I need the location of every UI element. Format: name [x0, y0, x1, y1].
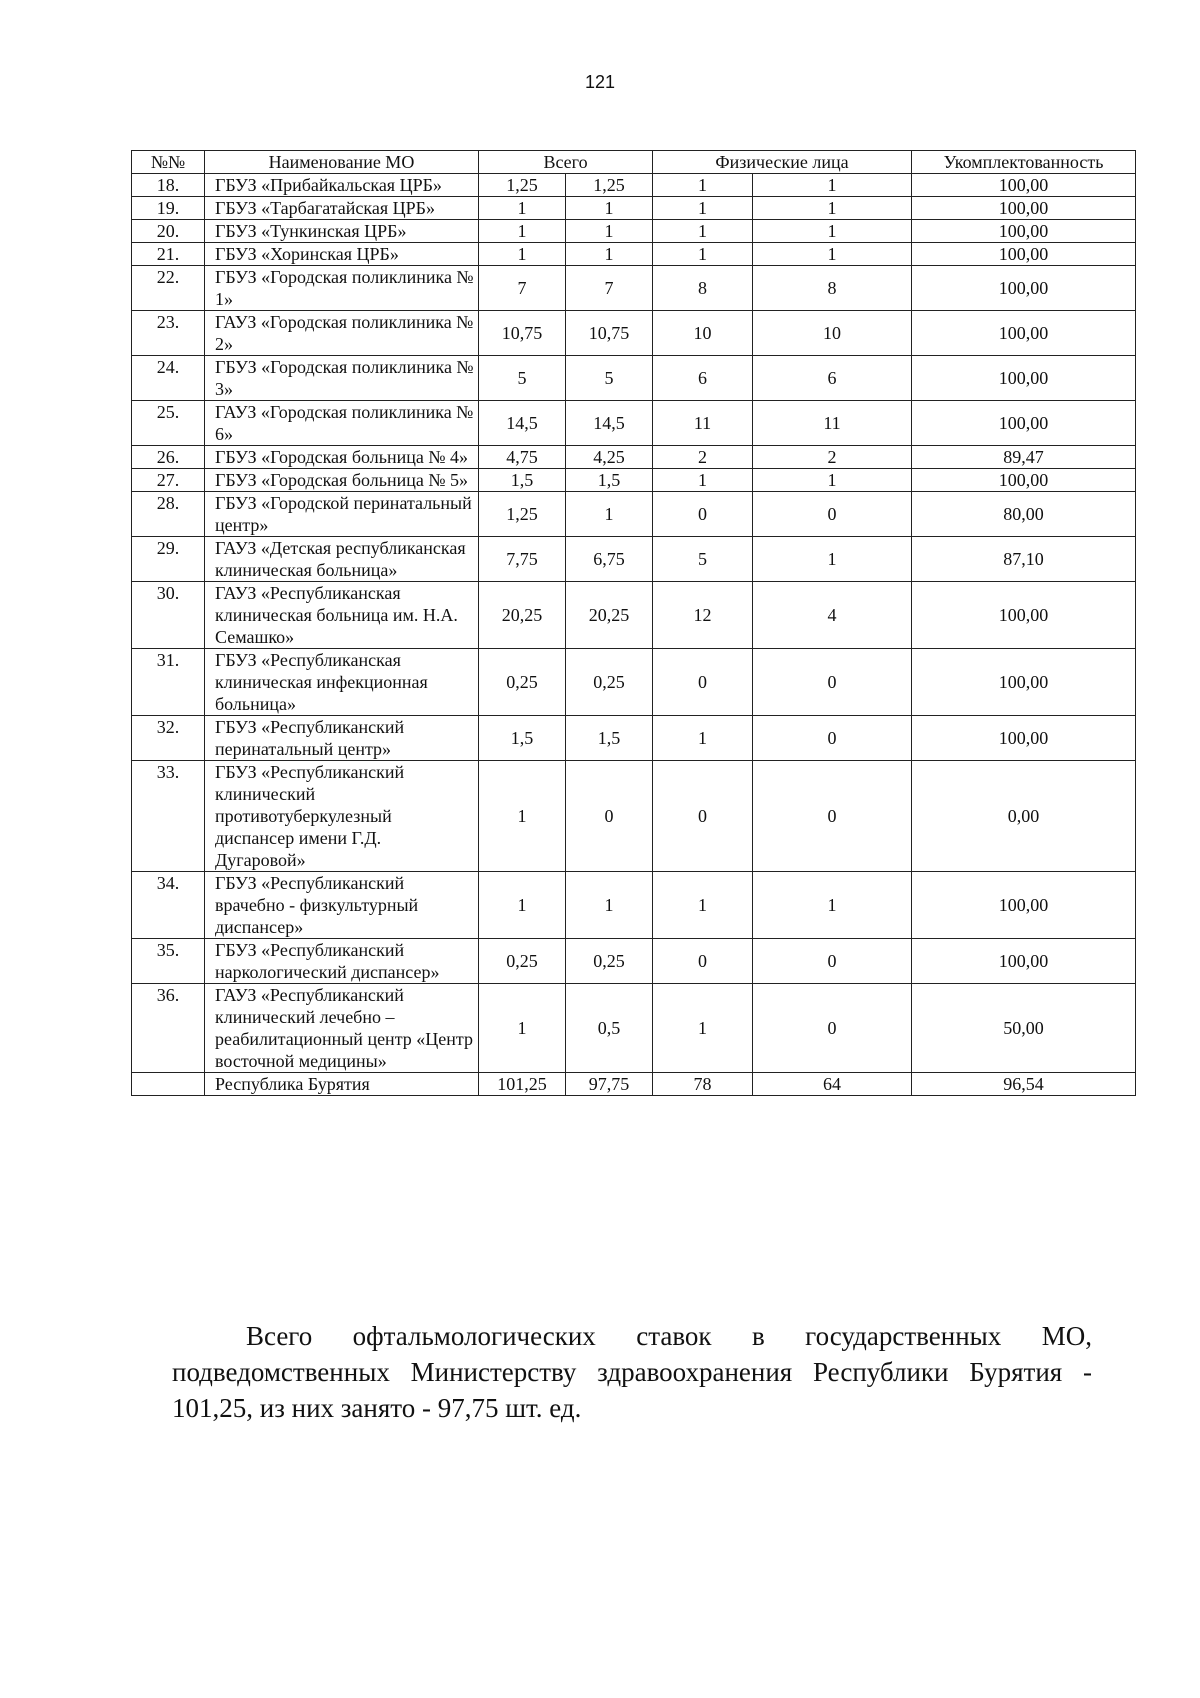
physical-persons-main: 64	[753, 1073, 912, 1096]
physical-persons-main: 0	[753, 939, 912, 984]
physical-persons: 78	[653, 1073, 753, 1096]
physical-persons-main: 11	[753, 401, 912, 446]
physical-persons-main: 1	[753, 872, 912, 939]
physical-persons: 0	[653, 492, 753, 537]
table-header-row	[132, 151, 1136, 174]
organization-name: ГБУЗ «Городская поликлиника № 3»	[205, 356, 479, 401]
physical-persons: 12	[653, 582, 753, 649]
table-row	[132, 537, 1136, 582]
table-row	[132, 761, 1136, 872]
occupied-positions: 4,25	[566, 446, 653, 469]
row-number: 32.	[132, 716, 205, 761]
total-positions: 1	[479, 984, 566, 1073]
organization-name: ГАУЗ «Республиканский клинический лечебно – реабилитационный центр «Центр восточной медицины»	[205, 984, 479, 1073]
physical-persons-main: 1	[753, 243, 912, 266]
physical-persons: 1	[653, 984, 753, 1073]
physical-persons: 1	[653, 220, 753, 243]
row-number: 23.	[132, 311, 205, 356]
physical-persons-main: 0	[753, 492, 912, 537]
staffing-level: 100,00	[912, 243, 1136, 266]
organization-name: ГБУЗ «Республиканская клиническая инфекционная больница»	[205, 649, 479, 716]
physical-persons: 8	[653, 266, 753, 311]
row-number: 20.	[132, 220, 205, 243]
physical-persons-main: 0	[753, 761, 912, 872]
row-number: 19.	[132, 197, 205, 220]
organization-name: ГБУЗ «Республиканский врачебно - физкультурный диспансер»	[205, 872, 479, 939]
header-total: Всего	[479, 151, 653, 174]
total-positions: 0,25	[479, 939, 566, 984]
organization-name: ГБУЗ «Городская больница № 4»	[205, 446, 479, 469]
occupied-positions: 0,25	[566, 939, 653, 984]
occupied-positions: 1,5	[566, 716, 653, 761]
header-name: Наименование МО	[205, 151, 479, 174]
row-number: 33.	[132, 761, 205, 872]
table-row	[132, 266, 1136, 311]
organization-name: ГБУЗ «Прибайкальская ЦРБ»	[205, 174, 479, 197]
organization-name: ГАУЗ «Детская республиканская клиническая больница»	[205, 537, 479, 582]
occupied-positions: 6,75	[566, 537, 653, 582]
row-number: 31.	[132, 649, 205, 716]
row-number: 29.	[132, 537, 205, 582]
occupied-positions: 97,75	[566, 1073, 653, 1096]
occupied-positions: 1	[566, 220, 653, 243]
total-positions: 10,75	[479, 311, 566, 356]
table-row	[132, 872, 1136, 939]
header-physical: Физические лица	[653, 151, 912, 174]
occupied-positions: 1	[566, 872, 653, 939]
physical-persons: 0	[653, 649, 753, 716]
total-positions: 101,25	[479, 1073, 566, 1096]
row-number: 35.	[132, 939, 205, 984]
physical-persons-main: 1	[753, 197, 912, 220]
row-number: 28.	[132, 492, 205, 537]
occupied-positions: 1,25	[566, 174, 653, 197]
row-number: 34.	[132, 872, 205, 939]
table-row	[132, 220, 1136, 243]
staffing-level: 100,00	[912, 174, 1136, 197]
staffing-level: 89,47	[912, 446, 1136, 469]
organization-name: ГБУЗ «Тарбагатайская ЦРБ»	[205, 197, 479, 220]
physical-persons: 1	[653, 872, 753, 939]
organization-name: ГБУЗ «Республиканский перинатальный центр»	[205, 716, 479, 761]
organization-name: ГБУЗ «Городская больница № 5»	[205, 469, 479, 492]
total-positions: 7	[479, 266, 566, 311]
table-row	[132, 469, 1136, 492]
header-staffing: Укомплектованность	[912, 151, 1136, 174]
staffing-level: 100,00	[912, 872, 1136, 939]
total-positions: 4,75	[479, 446, 566, 469]
page-number: 121	[584, 72, 616, 92]
physical-persons: 6	[653, 356, 753, 401]
physical-persons: 5	[653, 537, 753, 582]
row-number: 36.	[132, 984, 205, 1073]
staffing-level: 100,00	[912, 469, 1136, 492]
staffing-level: 87,10	[912, 537, 1136, 582]
table-row	[132, 716, 1136, 761]
table-row	[132, 939, 1136, 984]
physical-persons-main: 1	[753, 469, 912, 492]
physical-persons: 11	[653, 401, 753, 446]
occupied-positions: 5	[566, 356, 653, 401]
total-positions: 1,25	[479, 492, 566, 537]
table-total-row	[132, 1073, 1136, 1096]
row-number: 22.	[132, 266, 205, 311]
staffing-table	[131, 150, 1136, 1096]
occupied-positions: 0,25	[566, 649, 653, 716]
organization-name: ГАУЗ «Городская поликлиника № 6»	[205, 401, 479, 446]
occupied-positions: 10,75	[566, 311, 653, 356]
staffing-level: 100,00	[912, 582, 1136, 649]
physical-persons-main: 0	[753, 984, 912, 1073]
row-number: 25.	[132, 401, 205, 446]
occupied-positions: 1	[566, 197, 653, 220]
total-positions: 5	[479, 356, 566, 401]
total-positions: 1	[479, 872, 566, 939]
occupied-positions: 1	[566, 243, 653, 266]
staffing-level: 50,00	[912, 984, 1136, 1073]
row-number: 21.	[132, 243, 205, 266]
table-row	[132, 174, 1136, 197]
staffing-level: 100,00	[912, 311, 1136, 356]
organization-name: ГБУЗ «Республиканский наркологический диспансер»	[205, 939, 479, 984]
table-row	[132, 243, 1136, 266]
physical-persons: 2	[653, 446, 753, 469]
row-number: 24.	[132, 356, 205, 401]
staffing-level: 100,00	[912, 266, 1136, 311]
physical-persons-main: 6	[753, 356, 912, 401]
staffing-level: 100,00	[912, 939, 1136, 984]
occupied-positions: 1	[566, 492, 653, 537]
row-number: 30.	[132, 582, 205, 649]
occupied-positions: 0,5	[566, 984, 653, 1073]
staffing-level: 100,00	[912, 220, 1136, 243]
physical-persons-main: 8	[753, 266, 912, 311]
row-number: 18.	[132, 174, 205, 197]
organization-name: ГБУЗ «Городская поликлиника № 1»	[205, 266, 479, 311]
physical-persons-main: 4	[753, 582, 912, 649]
occupied-positions: 7	[566, 266, 653, 311]
physical-persons-main: 1	[753, 537, 912, 582]
staffing-level: 100,00	[912, 716, 1136, 761]
physical-persons-main: 1	[753, 220, 912, 243]
total-positions: 1	[479, 761, 566, 872]
total-positions: 1,5	[479, 469, 566, 492]
organization-name: Республика Бурятия	[205, 1073, 479, 1096]
physical-persons-main: 0	[753, 716, 912, 761]
organization-name: ГБУЗ «Тункинская ЦРБ»	[205, 220, 479, 243]
physical-persons-main: 0	[753, 649, 912, 716]
physical-persons: 1	[653, 174, 753, 197]
physical-persons-main: 2	[753, 446, 912, 469]
physical-persons: 1	[653, 469, 753, 492]
physical-persons: 1	[653, 197, 753, 220]
organization-name: ГБУЗ «Городской перинатальный центр»	[205, 492, 479, 537]
table-row	[132, 356, 1136, 401]
physical-persons: 1	[653, 243, 753, 266]
total-positions: 1,5	[479, 716, 566, 761]
organization-name: ГАУЗ «Республиканская клиническая больница им. Н.А. Семашко»	[205, 582, 479, 649]
table-row	[132, 582, 1136, 649]
total-positions: 1	[479, 220, 566, 243]
physical-persons: 1	[653, 716, 753, 761]
total-positions: 20,25	[479, 582, 566, 649]
staffing-level: 96,54	[912, 1073, 1136, 1096]
row-number: 26.	[132, 446, 205, 469]
table-row	[132, 446, 1136, 469]
total-positions: 1,25	[479, 174, 566, 197]
staffing-level: 100,00	[912, 401, 1136, 446]
total-positions: 1	[479, 243, 566, 266]
staffing-level: 0,00	[912, 761, 1136, 872]
physical-persons: 10	[653, 311, 753, 356]
occupied-positions: 0	[566, 761, 653, 872]
total-positions: 0,25	[479, 649, 566, 716]
table-row	[132, 984, 1136, 1073]
physical-persons-main: 10	[753, 311, 912, 356]
table-row	[132, 197, 1136, 220]
row-number: 27.	[132, 469, 205, 492]
occupied-positions: 14,5	[566, 401, 653, 446]
table-row	[132, 311, 1136, 356]
header-num: №№	[132, 151, 205, 174]
staffing-level: 100,00	[912, 356, 1136, 401]
staffing-level: 100,00	[912, 649, 1136, 716]
summary-paragraph: Всего офтальмологических ставок в государственных МО, подведомственных Министерству здравоохранения Республики Бурятия - 101,25, из них занято - 97,75 шт. ед.	[172, 1321, 1092, 1423]
organization-name: ГБУЗ «Хоринская ЦРБ»	[205, 243, 479, 266]
occupied-positions: 1,5	[566, 469, 653, 492]
table-row	[132, 401, 1136, 446]
organization-name: ГБУЗ «Республиканский клинический противотуберкулезный диспансер имени Г.Д. Дугаровой»	[205, 761, 479, 872]
physical-persons: 0	[653, 939, 753, 984]
organization-name: ГАУЗ «Городская поликлиника № 2»	[205, 311, 479, 356]
occupied-positions: 20,25	[566, 582, 653, 649]
row-number	[132, 1073, 205, 1096]
staffing-level: 80,00	[912, 492, 1136, 537]
table-row	[132, 492, 1136, 537]
staffing-level: 100,00	[912, 197, 1136, 220]
total-positions: 7,75	[479, 537, 566, 582]
total-positions: 1	[479, 197, 566, 220]
total-positions: 14,5	[479, 401, 566, 446]
physical-persons-main: 1	[753, 174, 912, 197]
table-row	[132, 649, 1136, 716]
physical-persons: 0	[653, 761, 753, 872]
